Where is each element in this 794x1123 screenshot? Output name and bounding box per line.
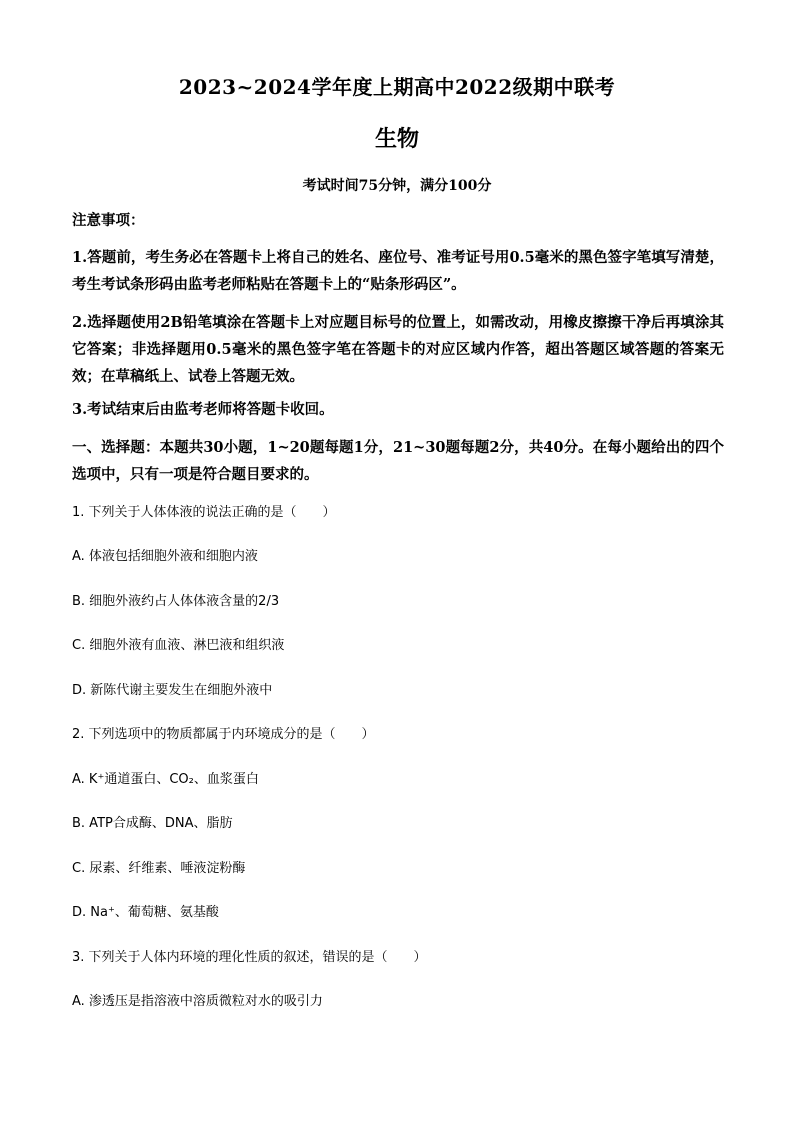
question-option: A. 体液包括细胞外液和细胞内液	[72, 549, 258, 564]
exam-title: 2023~2024学年度上期高中2022级期中联考	[178, 75, 616, 99]
question-stem: 1. 下列关于人体体液的说法正确的是（ ）	[72, 505, 336, 520]
note-item: 1.答题前，考生务必在答题卡上将自己的姓名、座位号、准考证号用0.5毫米的黑色签字笔填写清楚，考生考试条形码由监考老师粘贴在答题卡上的“贴条形码区”。	[72, 249, 724, 293]
question-option: D. Na⁺、葡萄糖、氨基酸	[72, 905, 219, 920]
subject-title: 生物	[374, 126, 419, 152]
question-stem: 2. 下列选项中的物质都属于内环境成分的是（ ）	[72, 727, 375, 742]
notes-heading: 注意事项：	[72, 212, 145, 229]
note-item: 2.选择题使用2B铅笔填涂在答题卡上对应题目标号的位置上，如需改动，用橡皮擦擦干净后再填涂其它答案；非选择题用0.5毫米的黑色签字笔在答题卡的对应区域内作答，超出答题区域答题的答案无效；在草稿纸上、试卷上答题无效。	[72, 314, 724, 385]
question-option: B. 细胞外液约占人体体液含量的2/3	[72, 594, 280, 609]
note-item: 3.考试结束后由监考老师将答题卡收回。	[72, 401, 334, 418]
question-option: C. 细胞外液有血液、淋巴液和组织液	[72, 638, 285, 653]
question-option: B. ATP合成酶、DNA、脂肪	[72, 816, 233, 831]
question-option: C. 尿素、纤维素、唾液淀粉酶	[72, 861, 246, 876]
question-stem: 3. 下列关于人体内环境的理化性质的叙述，错误的是（ ）	[72, 950, 427, 965]
question-option: A. K⁺通道蛋白、CO₂、血浆蛋白	[72, 772, 259, 787]
exam-info: 考试时间75分钟，满分100分	[302, 178, 492, 194]
question-option: D. 新陈代谢主要发生在细胞外液中	[72, 683, 273, 698]
question-option: A. 渗透压是指溶液中溶质微粒对水的吸引力	[72, 994, 323, 1009]
section-heading: 一、选择题：本题共30小题，1~20题每题1分，21~30题每题2分，共40分。在每小题给出的四个选项中，只有一项是符合题目要求的。	[72, 439, 724, 483]
